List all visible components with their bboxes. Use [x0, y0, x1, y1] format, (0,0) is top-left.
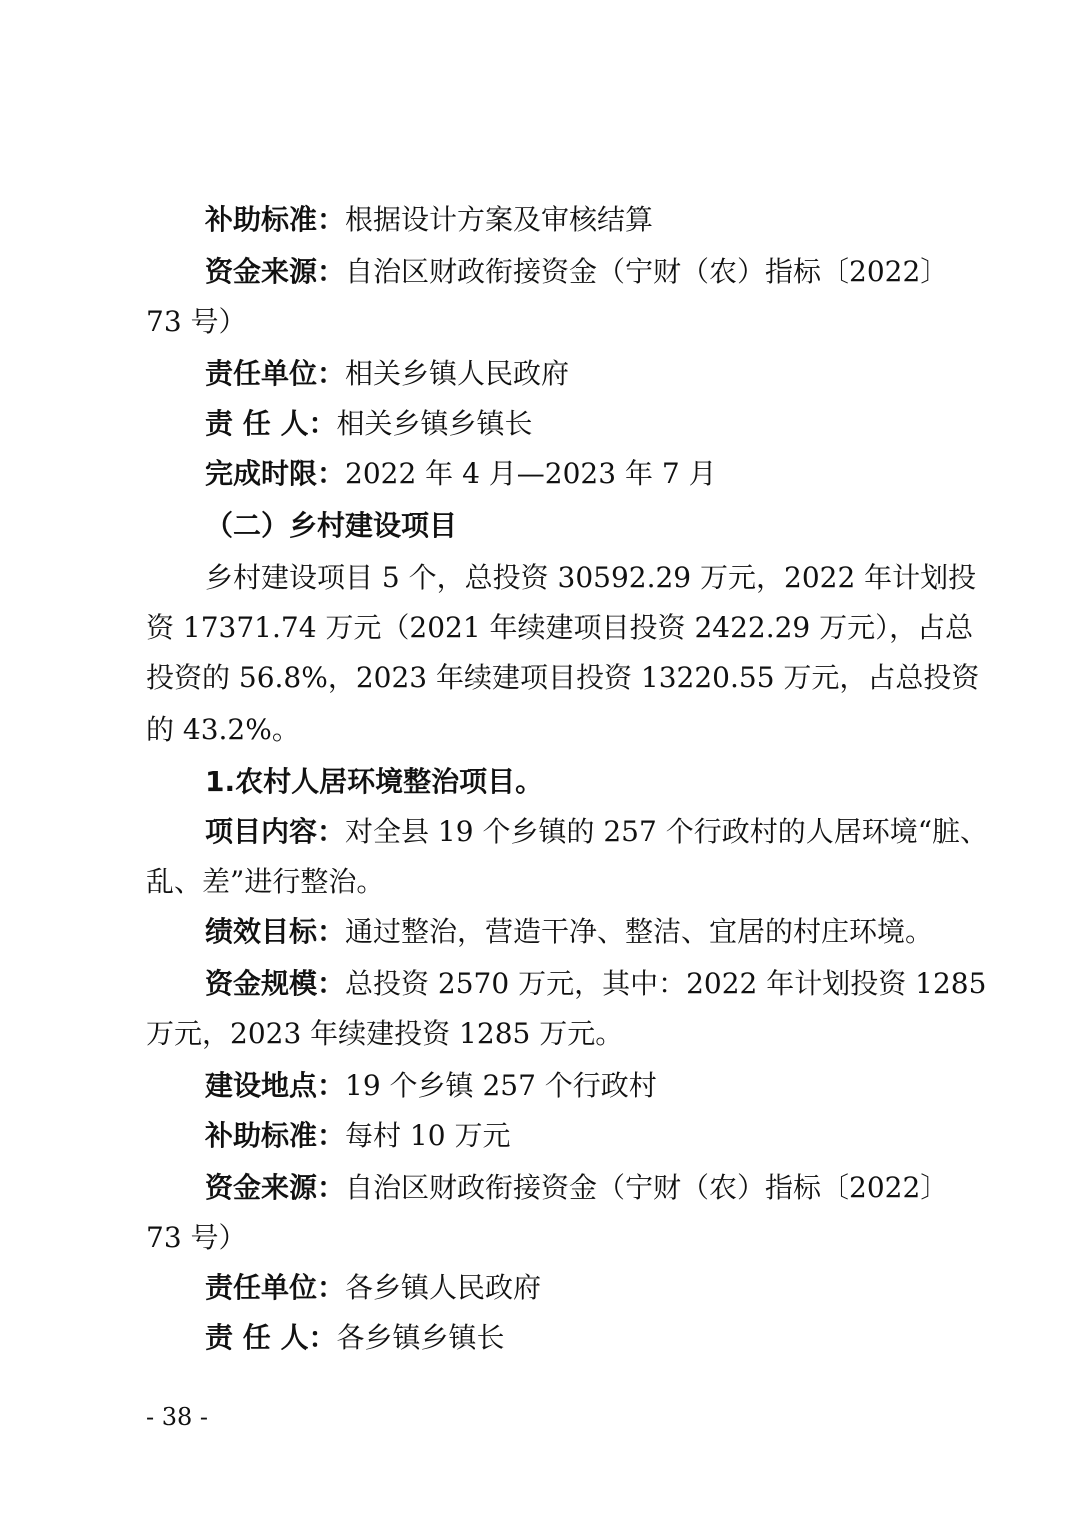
- goal-value: 通过整治，营造干净、整洁、宜居的村庄环境。: [345, 915, 934, 948]
- content-label: 项目内容：: [205, 815, 346, 848]
- subsidy-line-2: [205, 1118, 942, 1154]
- content-line-cont: 乱、差”进行整治。: [146, 865, 385, 898]
- deadline-value: 2022 年 4 月—2023 年 7 月: [345, 457, 717, 490]
- intro-line-1: 乡村建设项目 5 个，总投资 30592.29 万元，2022 年计划投: [205, 561, 977, 594]
- subsidy-line: [205, 202, 942, 238]
- unit-label: 责任单位：: [205, 1271, 346, 1304]
- unit-value: 相关乡镇人民政府: [345, 357, 570, 390]
- unit-label: 责任单位：: [205, 357, 346, 390]
- fund-line: [205, 254, 949, 290]
- site-label: 建设地点：: [205, 1069, 346, 1102]
- fund-label: 资金来源：: [205, 1171, 346, 1204]
- person-line: [205, 406, 942, 442]
- page-number: - 38 -: [146, 1403, 209, 1431]
- intro-line-2: 资 17371.74 万元（2021 年续建项目投资 2422.29 万元），占总: [146, 611, 974, 644]
- unit-line-2: [205, 1270, 942, 1306]
- scale-value: 总投资 2570 万元，其中：2022 年计划投资 1285: [345, 967, 987, 1000]
- fund-value: 自治区财政衔接资金（宁财（农）指标〔2022〕: [345, 1171, 949, 1204]
- person-label: 责 任 人：: [205, 407, 337, 440]
- content-line: [205, 814, 989, 850]
- goal-line: [205, 914, 942, 950]
- site-value: 19 个乡镇 257 个行政村: [345, 1069, 657, 1102]
- site-line: [205, 1068, 942, 1104]
- scale-line: [205, 966, 987, 1002]
- goal-label: 绩效目标：: [205, 915, 346, 948]
- unit-value: 各乡镇人民政府: [345, 1271, 542, 1304]
- subsidy-label: 补助标准：: [205, 1119, 346, 1152]
- section-heading: （二）乡村建设项目: [205, 509, 458, 542]
- fund-value: 自治区财政衔接资金（宁财（农）指标〔2022〕: [345, 255, 949, 288]
- subsidy-value: 每村 10 万元: [345, 1119, 511, 1152]
- subsidy-label: 补助标准：: [205, 203, 346, 236]
- deadline-line: [205, 456, 942, 492]
- scale-line-cont: 万元，2023 年续建投资 1285 万元。: [146, 1017, 624, 1050]
- scale-label: 资金规模：: [205, 967, 346, 1000]
- project-title: 1.农村人居环境整治项目。: [205, 765, 544, 798]
- fund-label: 资金来源：: [205, 255, 346, 288]
- intro-line-3: 投资的 56.8%，2023 年续建项目投资 13220.55 万元，占总投资: [146, 661, 980, 694]
- person-line-2: [205, 1320, 942, 1356]
- deadline-label: 完成时限：: [205, 457, 346, 490]
- content-value: 对全县 19 个乡镇的 257 个行政村的人居环境“脏、: [345, 815, 989, 848]
- unit-line: [205, 356, 942, 392]
- person-label: 责 任 人：: [205, 1321, 337, 1354]
- subsidy-value: 根据设计方案及审核结算: [345, 203, 654, 236]
- fund-line-2-cont: 73 号）: [146, 1221, 247, 1254]
- person-value: 各乡镇乡镇长: [336, 1321, 505, 1354]
- intro-line-4: 的 43.2%。: [146, 713, 300, 746]
- fund-line-2: [205, 1170, 949, 1206]
- person-value: 相关乡镇乡镇长: [336, 407, 533, 440]
- fund-line-cont: 73 号）: [146, 305, 247, 338]
